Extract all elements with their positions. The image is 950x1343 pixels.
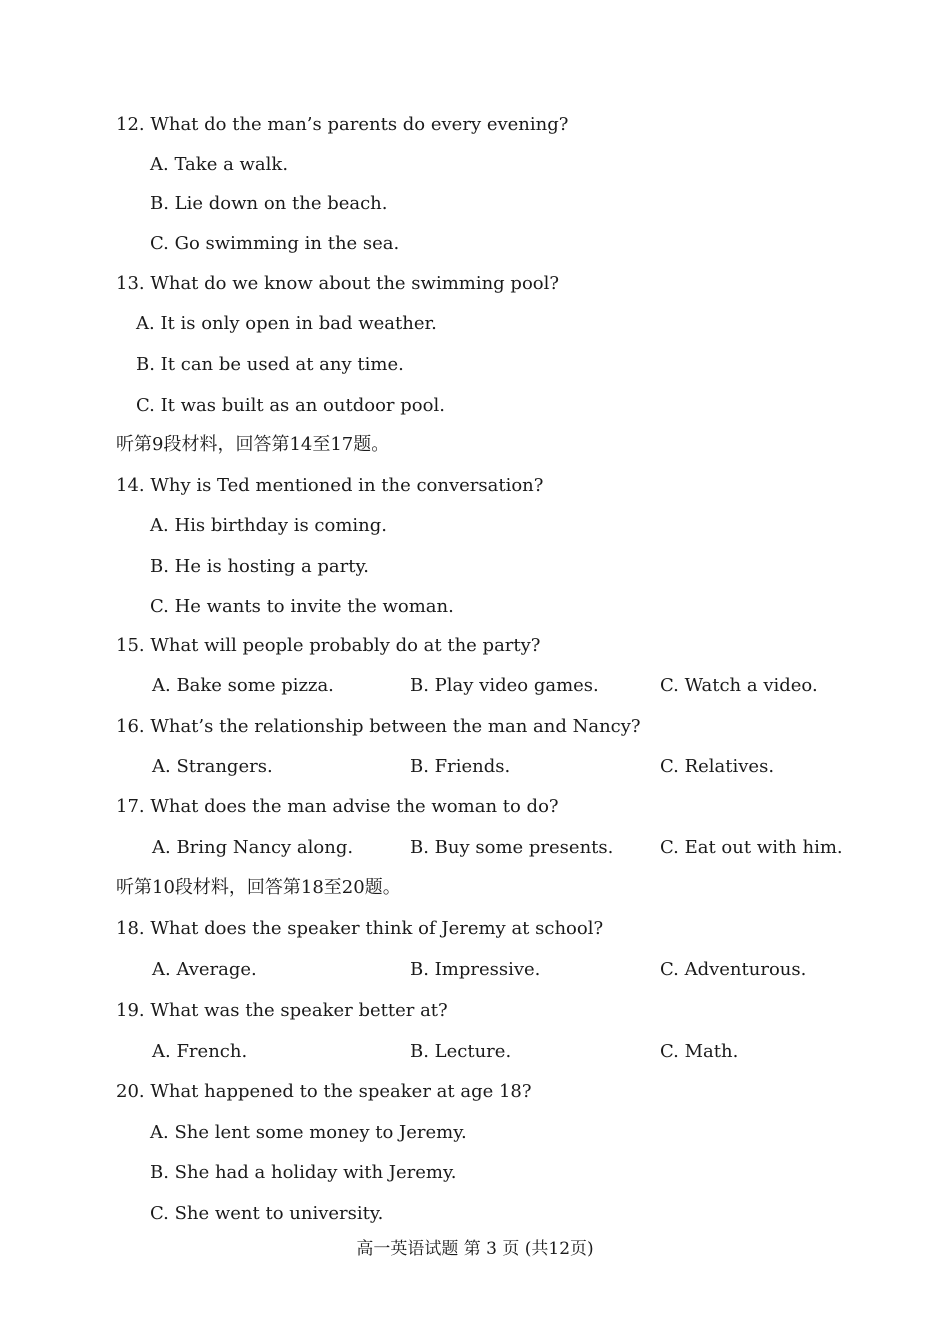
question-12-stem: 12. What do the man’s parents do every evening?	[116, 114, 569, 135]
question-18-option-b: B. Impressive.	[410, 959, 541, 980]
question-13-stem: 13. What do we know about the swimming pool?	[116, 273, 560, 294]
question-12-option-a: A. Take a walk.	[150, 154, 289, 175]
question-17-options	[0, 836, 950, 860]
question-18-stem: 18. What does the speaker think of Jeremy at school?	[116, 918, 604, 939]
question-20-stem: 20. What happened to the speaker at age 18?	[116, 1081, 532, 1102]
question-15-options	[0, 674, 950, 698]
question-16-option-c: C. Relatives.	[660, 756, 775, 777]
question-18-options	[0, 958, 950, 982]
section-heading-10: 听第10段材料，回答第18至20题。	[116, 877, 401, 898]
question-19-option-c: C. Math.	[660, 1041, 739, 1062]
question-15-option-b: B. Play video games.	[410, 675, 599, 696]
question-19-option-b: B. Lecture.	[410, 1041, 512, 1062]
page-footer: 高一英语试题 第 3 页 (共12页)	[356, 1239, 594, 1259]
question-16-option-a: A. Strangers.	[152, 756, 273, 777]
question-19-stem: 19. What was the speaker better at?	[116, 1000, 448, 1021]
question-19-options	[0, 1040, 950, 1064]
question-19-option-a: A. French.	[152, 1041, 248, 1062]
question-15-stem: 15. What will people probably do at the party?	[116, 635, 541, 656]
question-14-option-a: A. His birthday is coming.	[150, 515, 388, 536]
question-12-option-b: B. Lie down on the beach.	[150, 193, 388, 214]
question-16-stem: 16. What’s the relationship between the man and Nancy?	[116, 716, 641, 737]
question-20-option-c: C. She went to university.	[150, 1203, 384, 1224]
question-18-option-a: A. Average.	[152, 959, 257, 980]
section-heading-9: 听第9段材料，回答第14至17题。	[116, 434, 390, 455]
question-20-option-b: B. She had a holiday with Jeremy.	[150, 1162, 457, 1183]
question-13-option-c: C. It was built as an outdoor pool.	[136, 395, 445, 416]
question-18-option-c: C. Adventurous.	[660, 959, 807, 980]
question-14-stem: 14. Why is Ted mentioned in the conversation?	[116, 475, 544, 496]
question-20-option-a: A. She lent some money to Jeremy.	[150, 1122, 467, 1143]
question-16-option-b: B. Friends.	[410, 756, 511, 777]
question-15-option-a: A. Bake some pizza.	[152, 675, 334, 696]
question-17-option-c: C. Eat out with him.	[660, 837, 843, 858]
question-12-option-c: C. Go swimming in the sea.	[150, 233, 400, 254]
question-14-option-b: B. He is hosting a party.	[150, 556, 369, 577]
question-14-option-c: C. He wants to invite the woman.	[150, 596, 454, 617]
question-15-option-c: C. Watch a video.	[660, 675, 818, 696]
question-13-option-b: B. It can be used at any time.	[136, 354, 404, 375]
question-13-option-a: A. It is only open in bad weather.	[136, 313, 437, 334]
question-17-stem: 17. What does the man advise the woman to do?	[116, 796, 559, 817]
question-17-option-a: A. Bring Nancy along.	[152, 837, 354, 858]
question-17-option-b: B. Buy some presents.	[410, 837, 614, 858]
question-16-options	[0, 755, 950, 779]
